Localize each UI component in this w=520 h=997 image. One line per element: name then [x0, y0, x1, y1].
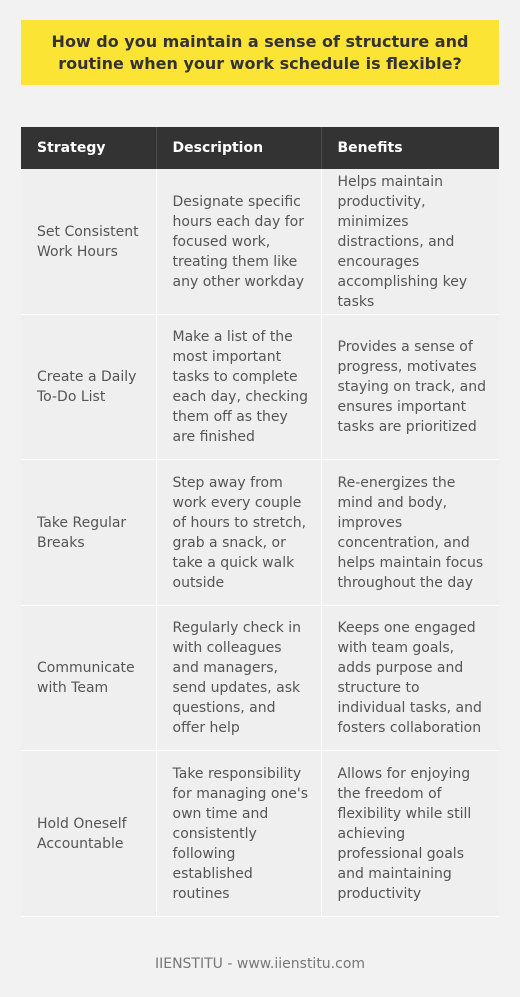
strategy-cell: Hold Oneself Accountable — [21, 751, 156, 917]
footer-credit: IIENSTITU - www.iienstitu.com — [154, 956, 366, 972]
strategy-table — [21, 127, 499, 917]
description-cell: Make a list of the most important tasks to complete each day, checking them off as they are finished — [156, 315, 321, 460]
strategy-cell: Create a Daily To-Do List — [21, 315, 156, 460]
table-row — [21, 751, 499, 917]
header-benefits: Benefits — [321, 127, 499, 169]
header-description: Description — [156, 127, 321, 169]
header-strategy: Strategy — [21, 127, 156, 169]
table-row — [21, 169, 499, 315]
table-row — [21, 606, 499, 751]
strategy-cell: Take Regular Breaks — [21, 460, 156, 606]
strategy-cell: Communicate with Team — [21, 606, 156, 751]
table-body — [21, 169, 499, 917]
benefits-cell: Allows for enjoying the freedom of flexibility while still achieving professional goals and maintaining productivity — [321, 751, 499, 917]
question-banner — [21, 20, 499, 85]
benefits-cell: Provides a sense of progress, motivates staying on track, and ensures important tasks are prioritized — [321, 315, 499, 460]
description-cell: Regularly check in with colleagues and managers, send updates, ask questions, and offer help — [156, 606, 321, 751]
header-row — [21, 127, 499, 169]
question-title: How do you maintain a sense of structure and routine when your work schedule is flexible? — [51, 31, 469, 73]
table-row — [21, 315, 499, 460]
description-cell: Designate specific hours each day for focused work, treating them like any other workday — [156, 169, 321, 315]
table-row — [21, 460, 499, 606]
benefits-cell: Keeps one engaged with team goals, adds purpose and structure to individual tasks, and fosters collaboration — [321, 606, 499, 751]
table-header — [21, 127, 499, 169]
description-cell: Take responsibility for managing one's own time and consistently following established routines — [156, 751, 321, 917]
benefits-cell: Helps maintain productivity, minimizes distractions, and encourages accomplishing key tasks — [321, 169, 499, 315]
description-cell: Step away from work every couple of hours to stretch, grab a snack, or take a quick walk outside — [156, 460, 321, 606]
strategy-cell: Set Consistent Work Hours — [21, 169, 156, 315]
benefits-cell: Re-energizes the mind and body, improves concentration, and helps maintain focus throughout the day — [321, 460, 499, 606]
